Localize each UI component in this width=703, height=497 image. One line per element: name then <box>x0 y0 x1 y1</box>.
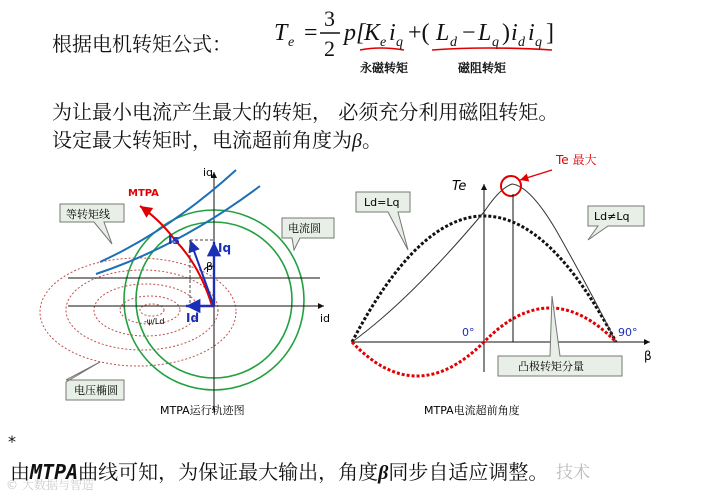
bottom-prefix: 由 <box>10 460 30 484</box>
left-caption: MTPA运行轨迹图 <box>160 404 245 417</box>
explanation-line-1: 为让最小电流产生最大的转矩， 必须充分利用磁阻转矩。 <box>52 100 559 124</box>
te-axis-label: Te <box>452 179 467 194</box>
formula-plus: +( <box>408 20 430 46</box>
current-circle-label: 电流圆 <box>288 222 321 235</box>
callout-ld-neq <box>588 206 644 240</box>
torque-formula <box>270 6 560 86</box>
voltage-ellipses <box>40 258 236 366</box>
callout-torque-line <box>60 204 124 244</box>
formula-lead-text: 根据电机转矩公式： <box>52 32 232 56</box>
formula-p: p[ <box>344 20 366 46</box>
explanation-line-2 <box>52 124 382 153</box>
formula-ld: L <box>436 20 450 46</box>
right-diagram <box>352 152 652 417</box>
callout-reluctance <box>498 296 622 376</box>
formula-minus: − <box>462 20 476 46</box>
formula-id: i <box>511 20 518 46</box>
bottom-suffix: 同步自适应调整。 <box>388 460 549 484</box>
line2-prefix: 设定最大转矩时，电流超前角度为 <box>52 128 352 152</box>
diagram-area <box>0 150 703 440</box>
is-vector <box>190 240 214 306</box>
watermark-right: 技术 <box>556 463 590 483</box>
callout-voltage-ellipse <box>66 362 124 400</box>
formula-end: ] <box>546 20 554 46</box>
formula-te-sub: e <box>288 35 295 50</box>
label-rel-torque: 磁阻转矩 <box>458 61 507 75</box>
formula-ld-sub: d <box>450 35 457 50</box>
right-caption: MTPA电流超前角度 <box>424 404 520 417</box>
ld-eq-label: Ld=Lq <box>364 196 400 209</box>
is-label: Is <box>168 233 180 247</box>
left-diagram <box>40 166 334 417</box>
callout-current-circle <box>282 218 334 250</box>
formula-ke: K <box>364 20 381 46</box>
formula-iq2-sub: q <box>535 35 542 50</box>
label-pm-torque: 永磁转矩 <box>360 61 409 75</box>
ld-neq-label: Ld≠Lq <box>594 210 630 223</box>
torque-line-label: 等转矩线 <box>66 208 110 221</box>
line2-suffix: 。 <box>361 128 382 152</box>
left-id-label: id <box>320 312 331 325</box>
formula-eq: = <box>304 20 318 46</box>
formula-lq: L <box>478 20 492 46</box>
beta-axis-label: β <box>644 349 652 363</box>
formula-id-sub: d <box>518 35 525 50</box>
te-max-label: Te 最大 <box>556 153 597 167</box>
formula-den: 2 <box>324 36 335 61</box>
callout-ld-eq <box>356 192 410 250</box>
id-vec-label: Id <box>186 311 200 325</box>
iq-vec-label: Iq <box>218 241 232 255</box>
psi-label: -ψ/Ld <box>144 317 165 326</box>
voltage-ellipse-label: 电压椭圆 <box>74 384 118 397</box>
ninety-deg-label: 90° <box>618 326 638 339</box>
formula-iq-sub: q <box>396 35 403 50</box>
beta-angle-label: β <box>206 260 214 273</box>
line2-beta: β <box>352 130 362 152</box>
formula-ke-sub: e <box>380 35 387 50</box>
reluctance-label: 凸极转矩分量 <box>518 360 584 373</box>
formula-num: 3 <box>324 6 335 31</box>
formula-te: T <box>274 20 288 46</box>
watermark-left: © 大数据与智造 <box>6 478 94 492</box>
left-iq-label: iq <box>203 166 214 179</box>
mtpa-label: MTPA <box>128 188 159 199</box>
formula-iq: i <box>389 20 396 46</box>
formula-lq-sub: q <box>492 35 499 50</box>
bottom-mid: 曲线可知，为保证最大输出，角度 <box>78 460 379 484</box>
footnote-star: * <box>8 432 16 451</box>
zero-deg-label: 0° <box>462 326 475 339</box>
bottom-mtpa: MTPA <box>30 460 79 484</box>
mtpa-curve <box>140 206 212 306</box>
bottom-beta: β <box>378 462 389 484</box>
formula-close: ) <box>502 20 510 46</box>
formula-iq2: i <box>528 20 535 46</box>
